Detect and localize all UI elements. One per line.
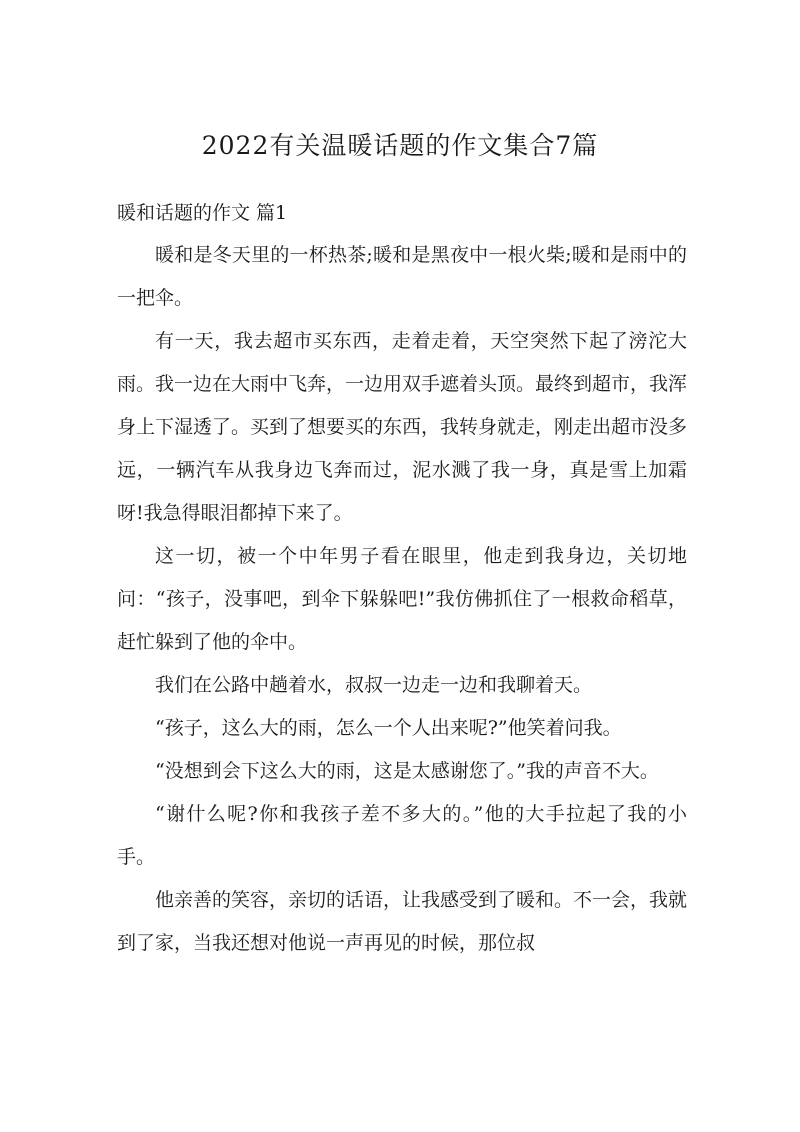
paragraph-7: “谢什么呢?你和我孩子差不多大的。”他的大手拉起了我的小手。 [117, 803, 687, 868]
paragraph-2: 有一天，我去超市买东西，走着走着，天空突然下起了滂沱大雨。我一边在大雨中飞奔，一边用双手遮着头顶。最终到超市，我浑身上下湿透了。买到了想要买的东西，我转身就走，刚走出超市没多远，一辆汽车从我身边飞奔而过，泥水溅了我一身，真是雪上加霜呀!我急得眼泪都掉下来了。 [117, 330, 688, 524]
paragraph-1: 暖和是冬天里的一杯热茶;暖和是黑夜中一根火柴;暖和是雨中的一把伞。 [117, 244, 687, 309]
essay-body [117, 234, 687, 965]
paragraph-4: 我们在公路中趟着水，叔叔一边走一边和我聊着天。 [155, 674, 593, 696]
paragraph-5: “孩子，这么大的雨，怎么一个人出来呢?”他笑着问我。 [155, 717, 622, 739]
document-title: 2022有关温暖话题的作文集合7篇 [201, 131, 599, 160]
paragraph-3: 这一切，被一个中年男子看在眼里，他走到我身边，关切地问：“孩子，没事吧，到伞下躲躲吧!”我仿佛抓住了一根救命稻草，赶忙躲到了他的伞中。 [117, 545, 687, 653]
paragraph-6: “没想到会下这么大的雨，这是太感谢您了。”我的声音不大。 [155, 760, 659, 782]
paragraph-8: 他亲善的笑容，亲切的话语，让我感受到了暖和。不一会，我就到了家，当我还想对他说一声再见的时候，那位叔 [117, 889, 688, 954]
section-heading: 暖和话题的作文 篇1 [117, 202, 288, 224]
